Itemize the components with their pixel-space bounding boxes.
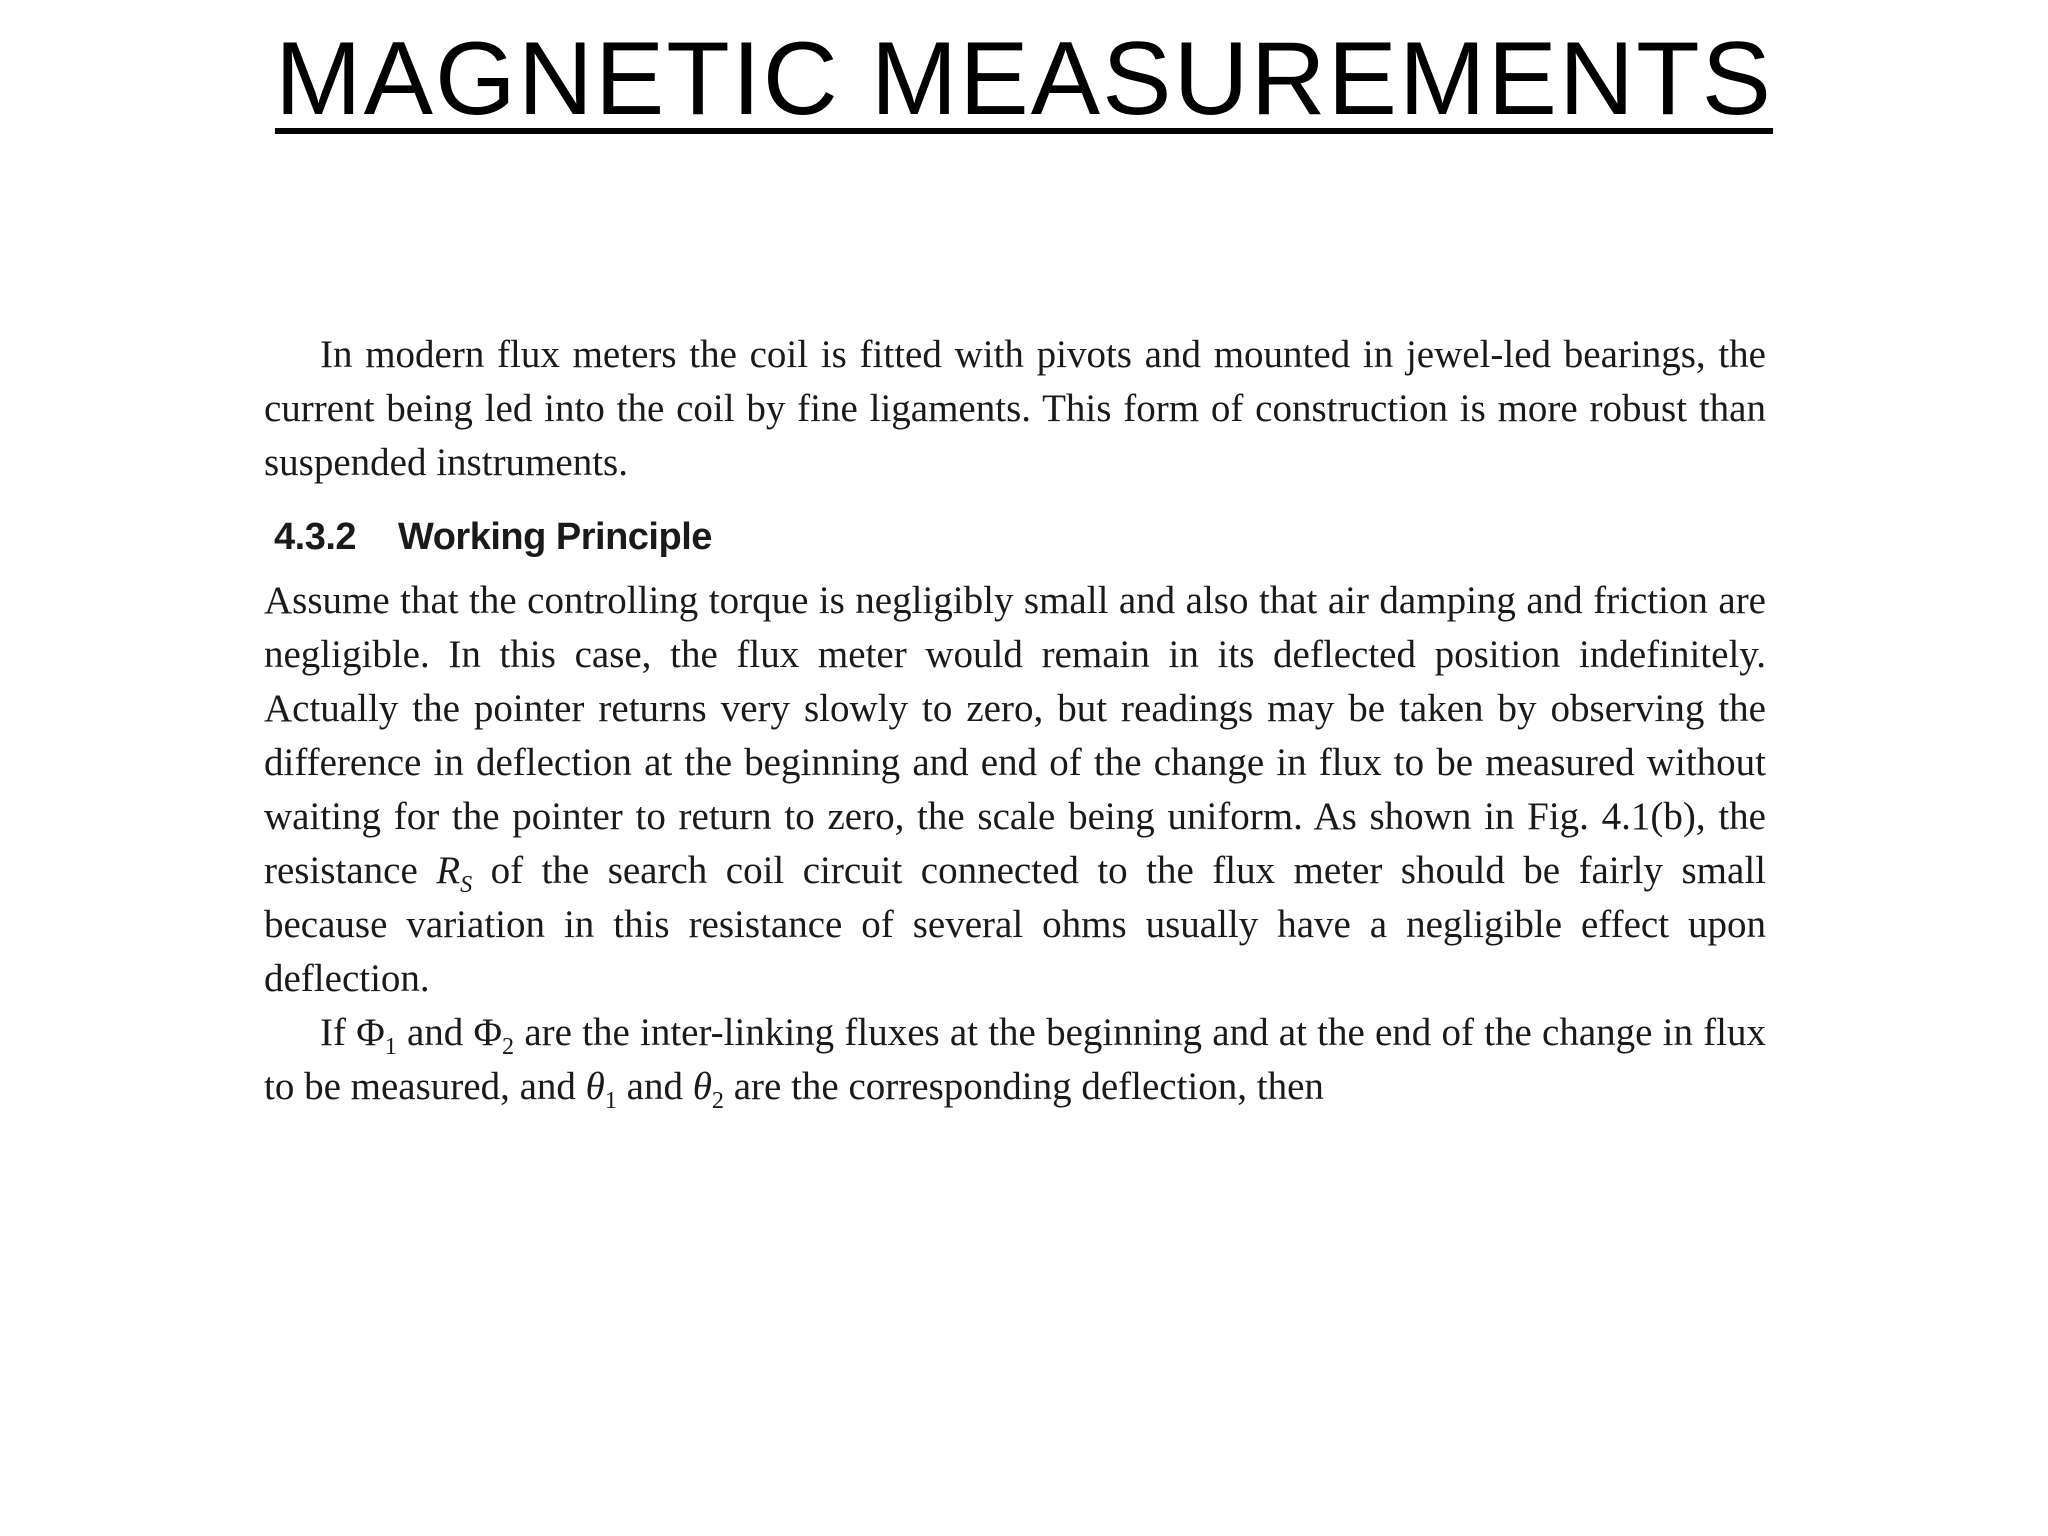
phi-symbol-2: Φ xyxy=(473,1011,503,1054)
flux-text-3: are the inter-linking fluxes at the beginning and at the end of the change in flux to be measured, and xyxy=(264,1011,1766,1108)
theta-symbol-1: θ xyxy=(585,1065,605,1108)
phi-subscript-1: 1 xyxy=(384,1032,397,1060)
slide-title xyxy=(0,14,2048,144)
phi-symbol-1: Φ xyxy=(356,1011,385,1054)
paragraph-text-part1: Assume that the controlling torque is negligibly small and also that air damping and friction are negligible. In this case, the flux meter would remain in its deflected position indefinitely. Actually the pointer returns very slowly to zero, but readings may be taken by observing the difference in deflection at the beginning and end of the change in flux to be measured without waiting for the pointer to return to zero, the scale being uniform. As shown in Fig. 4.1(b), the resistance xyxy=(264,579,1766,892)
section-heading xyxy=(274,510,1766,564)
section-title: Working Principle xyxy=(398,516,712,558)
phi-subscript-2: 2 xyxy=(502,1032,515,1060)
flux-text-2: and xyxy=(396,1011,474,1054)
flux-text-4: and xyxy=(616,1065,693,1108)
intro-paragraph: In modern flux meters the coil is fitted with pivots and mounted in jewel-led bearings, the current being led into the coil by fine ligaments. This form of construction is more robust than suspended instruments. xyxy=(264,333,1766,484)
section-number: 4.3.2 xyxy=(274,516,357,558)
resistance-subscript: S xyxy=(460,870,473,898)
working-principle-paragraph xyxy=(264,574,1766,1006)
slide-title-text: MAGNETIC MEASUREMENTS xyxy=(274,21,1774,137)
theta-symbol-2: θ xyxy=(692,1065,712,1108)
theta-subscript-2: 2 xyxy=(711,1086,724,1114)
flux-text-1: If xyxy=(320,1011,357,1054)
paragraph-text-part2: of the search coil circuit connected to the flux meter should be fairly small because variation in this resistance of several ohms usually have a negligible effect upon deflection. xyxy=(264,849,1766,1000)
resistance-symbol: R xyxy=(436,849,461,892)
flux-definition-paragraph xyxy=(264,1006,1766,1114)
flux-text-5: are the corresponding deflection, then xyxy=(723,1065,1324,1108)
theta-subscript-1: 1 xyxy=(604,1086,617,1114)
textbook-excerpt xyxy=(264,328,1766,1114)
